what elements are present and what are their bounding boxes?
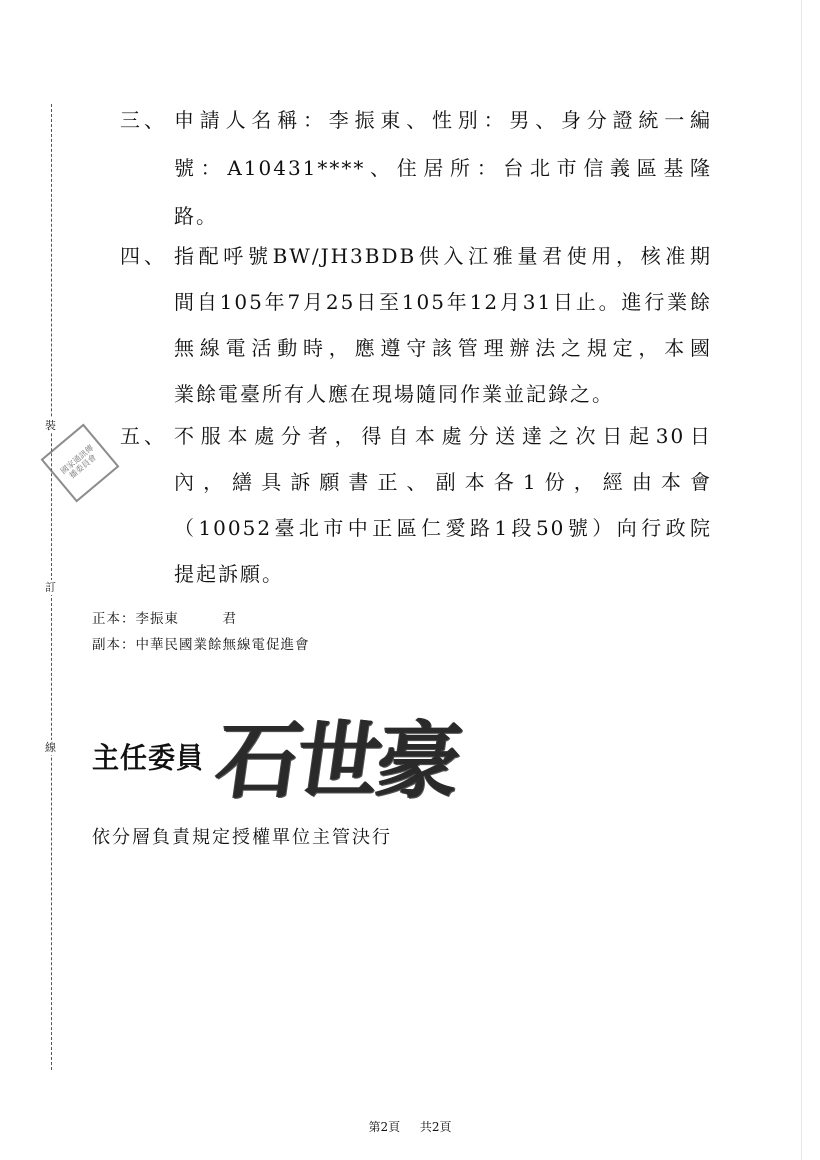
item-number: 五、 xyxy=(120,424,168,448)
binding-char-zhuang: 裝 xyxy=(45,419,56,432)
recipient-original: 正本：李振東 君 xyxy=(92,611,237,627)
item-line: 路。 xyxy=(174,204,218,228)
item-number: 四、 xyxy=(120,244,168,268)
item-line: 無線電活動時，應遵守該管理辦法之規定，本國 xyxy=(174,336,712,360)
item-line: 指配呼號BW/JH3BDB供入江雅量君使用，核准期 xyxy=(174,244,712,268)
delegation-note: 依分層負責規定授權單位主管決行 xyxy=(92,827,392,848)
item-line: 不服本處分者，得自本處分送達之次日起30日 xyxy=(174,424,712,448)
page-number: 第2頁 xyxy=(368,1120,401,1134)
signature-title: 主任委員 xyxy=(92,742,204,775)
item-line: 間自105年7月25日至105年12月31日止。進行業餘 xyxy=(174,290,712,314)
item-line: 內，繕具訴願書正、副本各1份，經由本會 xyxy=(174,470,712,494)
item-line: 申請人名稱：李振東、性別：男、身分證統一編 xyxy=(174,108,712,132)
item-line: （10052臺北市中正區仁愛路1段50號）向行政院 xyxy=(174,516,712,540)
binding-char-ding: 訂 xyxy=(45,581,56,594)
item-line: 號：A10431****、住居所：台北市信義區基隆 xyxy=(174,156,712,180)
item-number: 三、 xyxy=(120,108,168,132)
official-stamp xyxy=(41,424,120,503)
page-footer xyxy=(0,1118,820,1135)
signature-name: 石世豪 xyxy=(210,711,465,810)
item-line: 提起訴願。 xyxy=(174,562,284,586)
item-line: 業餘電臺所有人應在現場隨同作業並記錄之。 xyxy=(174,382,614,406)
recipient-copy: 副本：中華民國業餘無線電促進會 xyxy=(92,637,310,653)
binding-char-xian: 線 xyxy=(45,741,56,754)
page-total: 共2頁 xyxy=(419,1120,452,1134)
stamp-text: 國家通訊傳播委員會 xyxy=(58,443,99,481)
scan-edge xyxy=(801,0,802,1160)
